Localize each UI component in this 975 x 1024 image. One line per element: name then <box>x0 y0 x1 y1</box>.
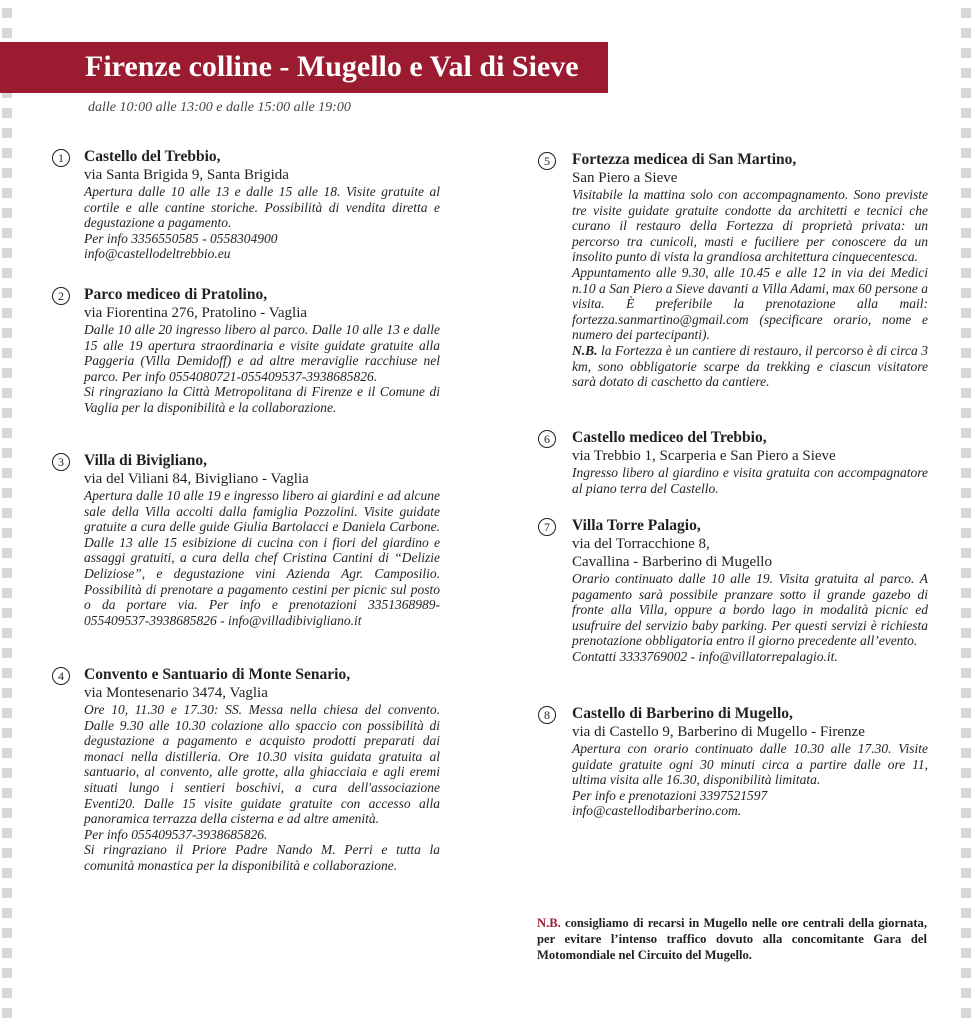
edge-square <box>2 528 12 538</box>
edge-square <box>961 788 971 798</box>
edge-square <box>961 848 971 858</box>
venue-entry-5 <box>544 150 928 390</box>
entry-number-badge: 5 <box>538 152 556 170</box>
edge-square <box>2 428 12 438</box>
edge-square <box>961 48 971 58</box>
edge-square <box>2 348 12 358</box>
venue-title: Castello del Trebbio, <box>84 148 221 165</box>
edge-square <box>961 68 971 78</box>
venue-address: via Montesenario 3474, Vaglia <box>84 685 268 701</box>
venue-title: Castello mediceo del Trebbio, <box>572 429 767 446</box>
entry-number-badge: 7 <box>538 518 556 536</box>
entry-number-badge: 2 <box>52 287 70 305</box>
venue-acknowledgement: Si ringraziano la Città Metropolitana di Firenze e il Comune di Vaglia per la disponibilità e la collaborazione. <box>84 384 440 415</box>
venue-title: Parco mediceo di Pratolino, <box>84 286 268 303</box>
venue-address-line-1: via del Torracchione 8, <box>572 536 710 552</box>
edge-square <box>961 608 971 618</box>
edge-square <box>961 288 971 298</box>
entry-number-badge: 8 <box>538 706 556 724</box>
venue-address: via del Viliani 84, Bivigliano - Vaglia <box>84 471 309 487</box>
edge-square <box>961 128 971 138</box>
edge-square <box>961 508 971 518</box>
venue-contacts: Per info 055409537-3938685826. Si ringraziano il Priore Padre Nando M. Perri e tutta la comunità monastica per la disponibilità e collaborazione. <box>84 826 440 873</box>
venue-description: Apertura dalle 10 alle 13 e dalle 15 alle 18. Visite gratuite al cortile e alle cantine storiche. Possibilità di vendita diretta e degustazione a pagamento. <box>84 184 440 231</box>
edge-square <box>2 408 12 418</box>
edge-square <box>2 248 12 258</box>
edge-square <box>961 448 971 458</box>
nb-text: la Fortezza è un cantiere di restauro, il percorso è di circa 3 km, sono obbligatorie scarpe da trekking e ciascun visitatore sarà dotato di caschetto da cantiere. <box>572 342 928 390</box>
entry-number-badge: 6 <box>538 430 556 448</box>
edge-square <box>2 208 12 218</box>
edge-square <box>961 568 971 578</box>
edge-square <box>961 428 971 438</box>
edge-square <box>961 768 971 778</box>
edge-square <box>2 268 12 278</box>
edge-square <box>961 28 971 38</box>
edge-square <box>2 488 12 498</box>
edge-square <box>961 168 971 178</box>
edge-square <box>2 8 12 18</box>
entry-number-badge: 1 <box>52 149 70 167</box>
footer-note <box>537 915 927 963</box>
edge-square <box>961 648 971 658</box>
edge-square <box>961 308 971 318</box>
venue-entry-1 <box>58 147 440 262</box>
edge-square <box>961 148 971 158</box>
venue-address: via Fiorentina 276, Pratolino - Vaglia <box>84 305 308 321</box>
edge-square <box>961 888 971 898</box>
edge-square <box>961 328 971 338</box>
edge-square <box>961 488 971 498</box>
venue-entry-8 <box>544 704 928 819</box>
edge-square <box>2 848 12 858</box>
venue-title: Fortezza medicea di San Martino, <box>572 151 797 168</box>
edge-square <box>961 908 971 918</box>
edge-square <box>2 908 12 918</box>
edge-square <box>2 168 12 178</box>
edge-square <box>961 748 971 758</box>
edge-square <box>961 988 971 998</box>
venue-address: San Piero a Sieve <box>572 170 678 186</box>
edge-square <box>2 988 12 998</box>
edge-square <box>2 1008 12 1018</box>
left-edge-decoration <box>2 0 14 1024</box>
edge-square <box>2 148 12 158</box>
venue-title: Villa di Bivigliano, <box>84 452 208 469</box>
edge-square <box>2 328 12 338</box>
edge-square <box>961 88 971 98</box>
nb-label: N.B. <box>572 342 598 358</box>
edge-square <box>961 528 971 538</box>
edge-square <box>961 628 971 638</box>
edge-square <box>961 468 971 478</box>
edge-square <box>2 608 12 618</box>
venue-address: via Santa Brigida 9, Santa Brigida <box>84 167 289 183</box>
edge-square <box>961 808 971 818</box>
venue-entry-3 <box>58 451 440 628</box>
edge-square <box>961 688 971 698</box>
edge-square <box>2 648 12 658</box>
edge-square <box>2 548 12 558</box>
venue-description: Ore 10, 11.30 e 17.30: SS. Messa nella chiesa del convento. Dalle 9.30 alle 10.30 colazione allo spaccio con possibilità di degustazione a pagamento e acquisto prodotti preparati dai monaci nella distilleria. Ore 10.30 visita guidata gratuita al santuario, al convento, alle grotte, alla ghiacciaia e agli eremi situati lungo i sentieri boschivi, a cura dell'associazione Eventi20. Dalle 15 visite guidate gratuite con accesso alla panoramica terrazza della cisterna e ad altre amenità. <box>84 702 440 827</box>
edge-square <box>961 828 971 838</box>
venue-appointment-info: Appuntamento alle 9.30, alle 10.45 e alle 12 in via dei Medici n.10 a San Piero a Sieve davanti a Villa Adami, max 60 persone a visita. È preferibile la prenotazione alla mail: fortezza.sanmartino@gmail.com (specificare orario, nome e numero dei partecipanti). <box>572 264 928 343</box>
footer-note-text: consigliamo di recarsi in Mugello nelle ore centrali della giornata, per evitare l’intenso traffico dovuto alla concomitante Gara del Motomondiale nel Circuito del Mugello. <box>537 916 927 962</box>
edge-square <box>2 568 12 578</box>
edge-square <box>961 408 971 418</box>
edge-square <box>961 8 971 18</box>
edge-square <box>961 188 971 198</box>
venue-nb-note <box>572 343 928 390</box>
edge-square <box>961 548 971 558</box>
edge-square <box>2 508 12 518</box>
venue-description: Apertura con orario continuato dalle 10.30 alle 17.30. Visite guidate gratuite ogni 30 minuti circa a partire dalle ore 11, ultima visita alle 16.30, disponibilità limitata. <box>572 741 928 788</box>
edge-square <box>2 748 12 758</box>
edge-square <box>2 788 12 798</box>
edge-square <box>961 388 971 398</box>
venue-contacts: Contatti 3333769002 - info@villatorrepalagio.it. <box>572 648 838 664</box>
edge-square <box>2 768 12 778</box>
edge-square <box>961 108 971 118</box>
edge-square <box>2 468 12 478</box>
edge-square <box>2 968 12 978</box>
edge-square <box>2 308 12 318</box>
venue-description: Dalle 10 alle 20 ingresso libero al parco. Dalle 10 alle 13 e dalle 15 alle 19 apertura straordinaria e visite guidate gratuite alla Paggeria (Villa Demidoff) e ad altre meraviglie racchiuse nel parco. Per info 0554080721-055409537-3938685826. <box>84 322 440 384</box>
venue-contacts: Per info e prenotazioni 3397521597 info@castellodibarberino.com. <box>572 787 768 819</box>
edge-square <box>961 968 971 978</box>
edge-square <box>2 928 12 938</box>
venue-address-line-2: Cavallina - Barberino di Mugello <box>572 554 772 570</box>
entry-number-badge: 3 <box>52 453 70 471</box>
edge-square <box>2 128 12 138</box>
edge-square <box>961 368 971 378</box>
page-title: Firenze colline - Mugello e Val di Sieve <box>85 50 579 83</box>
venue-description: Apertura dalle 10 alle 19 e ingresso libero ai giardini e ad alcune sale della Villa accolti dalla famiglia Pozzolini. Visite guidate gratuite a cura delle guide Giulia Bartolacci e Daniela Carbone. Dalle 13 alle 15 esibizione di cucina con i fiori del giardino e assaggi gratuiti, a cura della chef Cristina Cantini di “Delizie Deliziose”, e degustazione vini Azienda Agr. Camposilio. Possibilità di prenotare a pagamento cestini per picnic sul posto o da portare via. Per info e prenotazioni 3351368989-055409537-3938685826 - info@villadibivigliano.it <box>84 488 440 628</box>
opening-hours: dalle 10:00 alle 13:00 e dalle 15:00 alle 19:00 <box>88 100 351 115</box>
edge-square <box>2 228 12 238</box>
edge-square <box>2 108 12 118</box>
venue-title: Villa Torre Palagio, <box>572 517 701 534</box>
edge-square <box>961 868 971 878</box>
edge-square <box>2 448 12 458</box>
venue-description: Ingresso libero al giardino e visita gratuita con accompagnatore al piano terra del Castello. <box>572 465 928 496</box>
edge-square <box>2 588 12 598</box>
edge-square <box>2 728 12 738</box>
edge-square <box>2 888 12 898</box>
venue-title: Convento e Santuario di Monte Senario, <box>84 666 351 683</box>
footer-nb-label: N.B. <box>537 916 561 930</box>
venue-contacts: Per info 3356550585 - 0558304900 info@castellodeltrebbio.eu <box>84 230 278 262</box>
edge-square <box>961 588 971 598</box>
edge-square <box>961 928 971 938</box>
edge-square <box>2 28 12 38</box>
edge-square <box>961 1008 971 1018</box>
edge-square <box>961 248 971 258</box>
edge-square <box>2 288 12 298</box>
venue-title: Castello di Barberino di Mugello, <box>572 705 793 722</box>
edge-square <box>2 628 12 638</box>
venue-address: via di Castello 9, Barberino di Mugello - Firenze <box>572 724 865 740</box>
edge-square <box>2 688 12 698</box>
edge-square <box>961 708 971 718</box>
edge-square <box>2 368 12 378</box>
venue-entry-4 <box>58 665 440 874</box>
venue-entry-7 <box>544 516 928 665</box>
venue-address: via Trebbio 1, Scarperia e San Piero a Sieve <box>572 448 836 464</box>
entry-number-badge: 4 <box>52 667 70 685</box>
edge-square <box>961 208 971 218</box>
edge-square <box>2 948 12 958</box>
edge-square <box>961 268 971 278</box>
edge-square <box>961 948 971 958</box>
edge-square <box>961 228 971 238</box>
venue-description: Visitabile la mattina solo con accompagnamento. Sono previste tre visite guidate gratuite condotte da architetti e tecnici che curano il restauro della Fortezza di proprietà privata: un percorso tra cunicoli, masti e fuciliere per conoscere da un insolito punto di vista la grandiosa architettura cinquecentesca. <box>572 187 928 265</box>
edge-square <box>2 188 12 198</box>
edge-square <box>2 868 12 878</box>
edge-square <box>2 828 12 838</box>
right-edge-decoration <box>961 0 973 1024</box>
venue-entry-6 <box>544 428 928 496</box>
edge-square <box>2 708 12 718</box>
venue-description: Orario continuato dalle 10 alle 19. Visita gratuita al parco. A pagamento sarà possibile pranzare sotto il grande gazebo di fronte alla Villa, oppure a bordo lago in modalità picnic ed usufruire del servizio baby parking. Per questi servizi è richiesta prenotazione obbligatoria entro il giorno precedente all’evento. <box>572 571 928 649</box>
edge-square <box>961 668 971 678</box>
edge-square <box>2 808 12 818</box>
edge-square <box>961 348 971 358</box>
edge-square <box>2 668 12 678</box>
edge-square <box>2 388 12 398</box>
venue-entry-2 <box>58 285 440 416</box>
edge-square <box>961 728 971 738</box>
